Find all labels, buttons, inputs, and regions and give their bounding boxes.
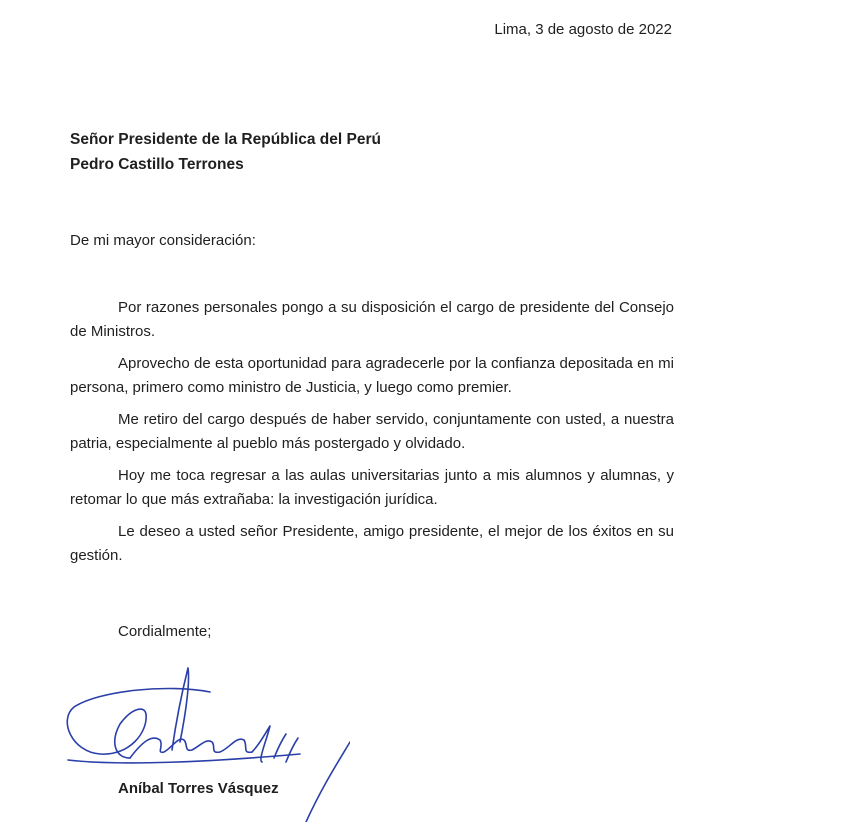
addressee-title: Señor Presidente de la República del Perú: [70, 131, 381, 148]
addressee-name: Pedro Castillo Terrones: [70, 156, 244, 173]
signer-name: Aníbal Torres Vásquez: [118, 780, 279, 797]
signature-stroke: [68, 754, 300, 763]
addressee-block: [70, 127, 381, 177]
signature-stroke: [286, 738, 298, 762]
signature-stroke: [172, 668, 189, 750]
body-paragraph: Le deseo a usted señor Presidente, amigo presidente, el mejor de los éxitos en su gestión.: [70, 523, 674, 564]
body-paragraph: Hoy me toca regresar a las aulas universitarias junto a mis alumnos y alumnas, y retomar lo que más extrañaba: la investigación jurídica.: [70, 467, 674, 508]
signature-stroke: [274, 734, 286, 758]
body-paragraph: Por razones personales pongo a su disposición el cargo de presidente del Consejo de Ministros.: [70, 299, 674, 340]
closing: Cordialmente;: [118, 623, 212, 640]
letter-date: Lima, 3 de agosto de 2022: [494, 21, 672, 38]
signature-stroke: [130, 738, 252, 758]
signature-stroke: [306, 742, 350, 822]
body-paragraph: Aprovecho de esta oportunidad para agradecerle por la confianza depositada en mi persona, primero como ministro de Justicia, y luego como premier.: [70, 355, 674, 396]
body-paragraph: Me retiro del cargo después de haber servido, conjuntamente con usted, a nuestra patria, especialmente al pueblo más postergado y olvidado.: [70, 411, 674, 452]
greeting: De mi mayor consideración:: [70, 232, 256, 249]
letter-body: [70, 296, 674, 576]
